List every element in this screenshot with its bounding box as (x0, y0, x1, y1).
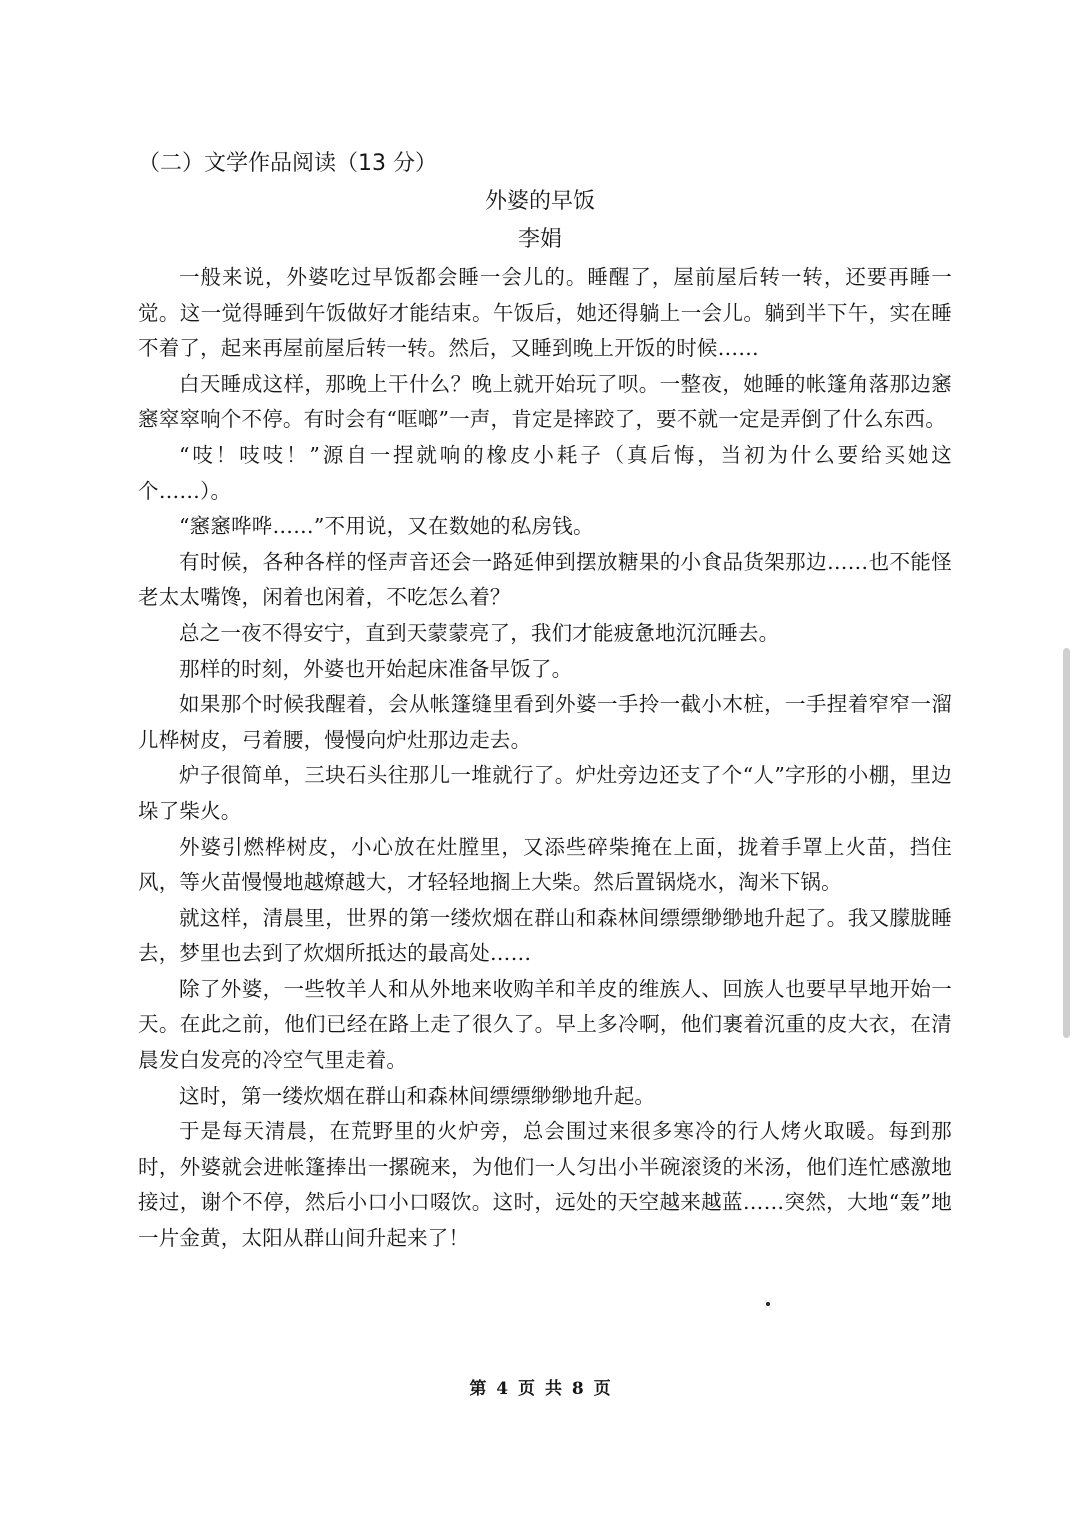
article-paragraph: 有时候，各种各样的怪声音还会一路延伸到摆放糖果的小食品货架那边……也不能怪老太太嘴馋，闲着也闲着，不吃怎么着？ (138, 549, 952, 610)
section-heading: （二）文学作品阅读（13 分） (138, 151, 437, 176)
article-paragraph: “窸窸哗哗……”不用说，又在数她的私房钱。 (179, 514, 594, 539)
stray-ink-dot (766, 1302, 770, 1306)
article-paragraph: 就这样，清晨里，世界的第一缕炊烟在群山和森林间缥缥缈缈地升起了。我又朦胧睡去，梦里也去到了炊烟所抵达的最高处…… (138, 905, 952, 966)
article-paragraph: 除了外婆，一些牧羊人和从外地来收购羊和羊皮的维族人、回族人也要早早地开始一天。在此之前，他们已经在路上走了很久了。早上多冷啊，他们裹着沉重的皮大衣，在清晨发白发亮的冷空气里走着。 (138, 976, 952, 1073)
article-paragraph: 于是每天清晨，在荒野里的火炉旁，总会围过来很多寒冷的行人烤火取暖。每到那时，外婆就会进帐篷捧出一摞碗来，为他们一人匀出小半碗滚烫的米汤，他们连忙感激地接过，谢个不停，然后小口小口啜饮。这时，远处的天空越来越蓝……突然，大地“轰”地一片金黄，太阳从群山间升起来了！ (138, 1119, 952, 1251)
article-paragraph: 这时，第一缕炊烟在群山和森林间缥缥缈缈地升起。 (179, 1083, 656, 1108)
article-paragraph: 如果那个时候我醒着，会从帐篷缝里看到外婆一手拎一截小木桩，一手捏着窄窄一溜儿桦树皮，弓着腰，慢慢向炉灶那边走去。 (138, 692, 952, 752)
article-paragraph: 总之一夜不得安宁，直到天蒙蒙亮了，我们才能疲惫地沉沉睡去。 (179, 620, 780, 645)
article-paragraph: 那样的时刻，外婆也开始起床准备早饭了。 (179, 656, 573, 681)
scrollbar-thumb[interactable] (1063, 648, 1070, 1038)
page-number: 第 4 页 共 8 页 (469, 1379, 611, 1399)
article-paragraph: 外婆引燃桦树皮，小心放在灶膛里，又添些碎柴掩在上面，拢着手罩上火苗，挡住风，等火苗慢慢地越燎越大，才轻轻地搁上大柴。然后置锅烧水，淘米下锅。 (138, 834, 952, 895)
article-title: 外婆的早饭 (484, 189, 595, 214)
article-paragraph: 炉子很简单，三块石头往那儿一堆就行了。炉灶旁边还支了个“人”字形的小棚，里边垛了柴火。 (138, 763, 952, 823)
article-author: 李娟 (517, 227, 562, 252)
article-paragraph: “吱！吱吱！”源自一捏就响的橡皮小耗子（真后悔，当初为什么要给买她这个……）。 (138, 442, 952, 503)
article-body (138, 260, 952, 1257)
article-paragraph: 一般来说，外婆吃过早饭都会睡一会儿的。睡醒了，屋前屋后转一转，还要再睡一觉。这一觉得睡到午饭做好才能结束。午饭后，她还得躺上一会儿。躺到半下午，实在睡不着了，起来再屋前屋后转一转。然后，又睡到晚上开饭的时候…… (138, 265, 952, 361)
article-paragraph: 白天睡成这样，那晚上干什么？晚上就开始玩了呗。一整夜，她睡的帐篷角落那边窸窸窣窣响个不停。有时会有“哐啷”一声，肯定是摔跤了，要不就一定是弄倒了什么东西。 (138, 371, 952, 432)
